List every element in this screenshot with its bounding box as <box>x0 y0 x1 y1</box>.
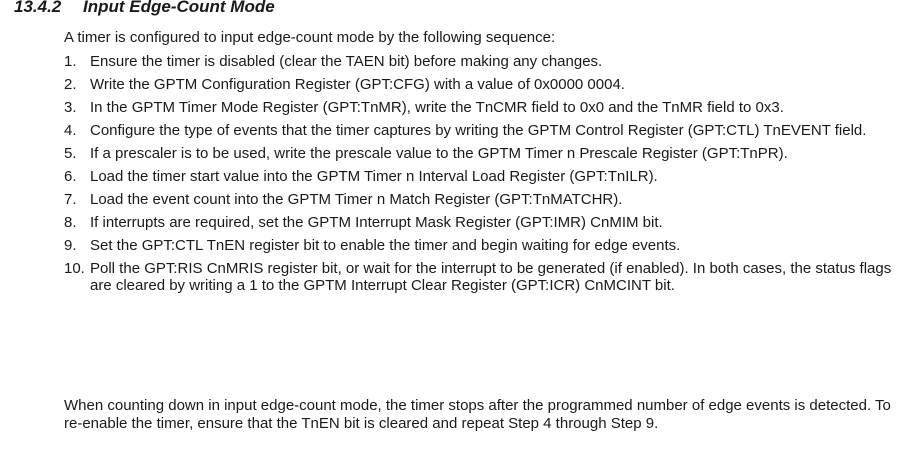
step-item <box>64 99 894 116</box>
section-number: 13.4.2 <box>14 0 62 16</box>
intro-paragraph: A timer is configured to input edge-count mode by the following sequence: <box>64 29 556 46</box>
step-text: If a prescaler is to be used, write the prescale value to the GPTM Timer n Prescale Register (GPT:TnPR). <box>90 145 788 162</box>
step-number: 7. <box>64 191 77 208</box>
step-item <box>64 237 894 254</box>
step-item <box>64 260 894 294</box>
section-heading <box>14 0 275 17</box>
step-text: Ensure the timer is disabled (clear the TAEN bit) before making any changes. <box>90 53 603 70</box>
step-number: 5. <box>64 145 77 162</box>
step-number: 4. <box>64 122 77 139</box>
closing-paragraph: When counting down in input edge-count mode, the timer stops after the programmed number of edge events is detected. To re-enable the timer, ensure that the TnEN bit is cleared and repeat Step 4 through Step 9. <box>64 397 891 432</box>
step-text: Write the GPTM Configuration Register (GPT:CFG) with a value of 0x0000 0004. <box>90 76 625 93</box>
step-number: 9. <box>64 237 77 254</box>
step-text: Set the GPT:CTL TnEN register bit to enable the timer and begin waiting for edge events. <box>90 237 681 254</box>
section-title: Input Edge-Count Mode <box>83 0 275 16</box>
step-item <box>64 191 894 208</box>
step-number: 10. <box>64 260 85 277</box>
step-text: Load the event count into the GPTM Timer n Match Register (GPT:TnMATCHR). <box>90 191 623 208</box>
steps-list <box>64 53 894 300</box>
step-number: 2. <box>64 76 77 93</box>
step-number: 8. <box>64 214 77 231</box>
step-text: Poll the GPT:RIS CnMRIS register bit, or wait for the interrupt to be generated (if enabled). In both cases, the status flags are cleared by writing a 1 to the GPTM Interrupt Clear Register (GPT:ICR) CnMCINT bit. <box>90 260 892 294</box>
step-number: 3. <box>64 99 77 116</box>
step-item <box>64 53 894 70</box>
step-item <box>64 168 894 185</box>
step-text: Configure the type of events that the timer captures by writing the GPTM Control Register (GPT:CTL) TnEVENT field. <box>90 122 867 139</box>
step-item <box>64 76 894 93</box>
step-text: In the GPTM Timer Mode Register (GPT:TnMR), write the TnCMR field to 0x0 and the TnMR field to 0x3. <box>90 99 784 116</box>
step-text: If interrupts are required, set the GPTM Interrupt Mask Register (GPT:IMR) CnMIM bit. <box>90 214 663 231</box>
step-item <box>64 145 894 162</box>
step-number: 1. <box>64 53 77 70</box>
step-text: Load the timer start value into the GPTM Timer n Interval Load Register (GPT:TnILR). <box>90 168 658 185</box>
step-item <box>64 214 894 231</box>
step-number: 6. <box>64 168 77 185</box>
step-item <box>64 122 894 139</box>
